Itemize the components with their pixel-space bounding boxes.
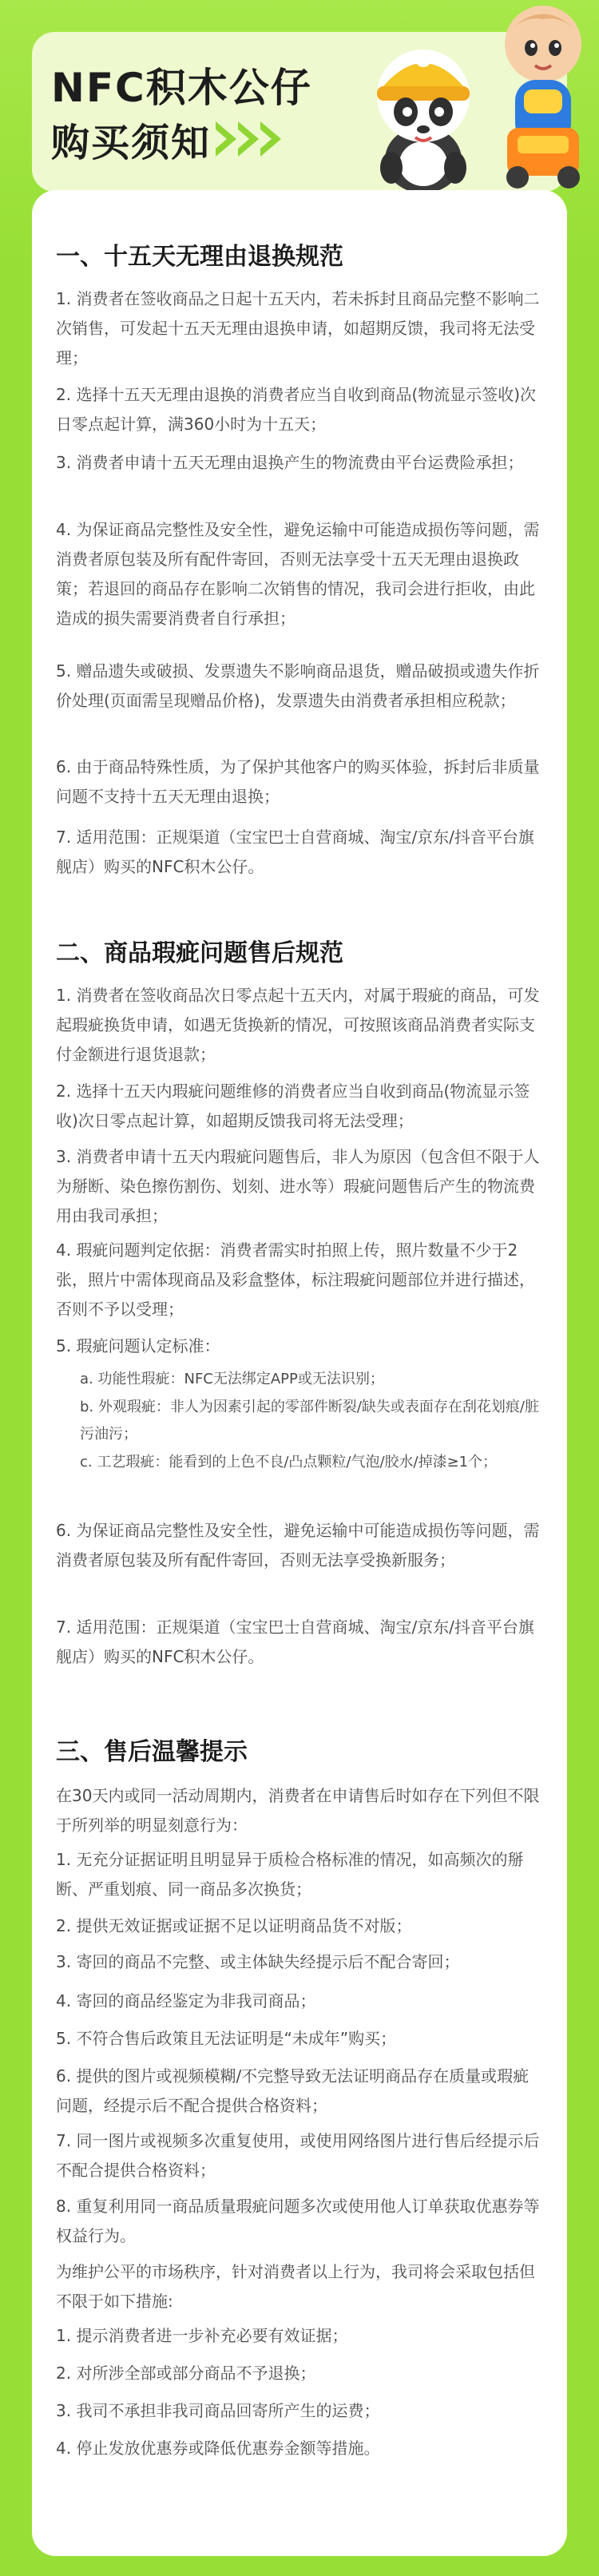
list-item: 6. 提供的图片或视频模糊/不完整导致无法证明商品存在质量或瑕疵问题，经提示后不配合提供合格资料； xyxy=(56,2066,530,2115)
list-item: 4. 停止发放优惠券或降低优惠券金额等措施。 xyxy=(56,2439,380,2458)
list-item: 3. 寄回的商品不完整、或主体缺失经提示后不配合寄回； xyxy=(56,1952,460,1971)
list-item: 4. 为保证商品完整性及安全性，避免运输中可能造成损伤等问题，需消费者原包装及所有配件寄回，否则无法享受十五天无理由退换政策；若退回的商品存在影响二次销售的情况，我司会进行拒收，由此造成的损失需要消费者自行承担； xyxy=(56,520,540,628)
section-title-returns: 一、十五天无理由退换规范 xyxy=(56,243,343,271)
measures-intro: 为维护公平的市场秩序，针对消费者以上行为，我司将会采取包括但不限于如下措施: xyxy=(56,2262,535,2311)
list-item: 2. 选择十五天内瑕疵问题维修的消费者应当自收到商品(物流显示签收)次日零点起计算，如超期反馈我司将无法受理； xyxy=(56,1082,530,1130)
section-title-defects: 二、商品瑕疵问题售后规范 xyxy=(56,939,343,967)
list-item: 7. 同一图片或视频多次重复使用，或使用网络图片进行售后经提示后不配合提供合格资料； xyxy=(56,2131,540,2180)
list-item: 2. 提供无效证据或证据不足以证明商品货不对版； xyxy=(56,1916,412,1935)
list-item: 3. 消费者申请十五天内瑕疵问题售后，非人为原因（包含但不限于人为掰断、染色擦伤割伤、划刻、进水等）瑕疵问题售后产生的物流费用由我司承担； xyxy=(56,1147,540,1225)
panda-mascot-icon xyxy=(377,50,470,193)
list-item: 6. 由于商品特殊性质，为了保护其他客户的购买体验，拆封后非质量问题不支持十五天无理由退换； xyxy=(56,757,540,806)
page-title-line1: NFC积木公仔 xyxy=(51,65,312,111)
list-item: 1. 消费者在签收商品次日零点起十五天内，对属于瑕疵的商品，可发起瑕疵换货申请，如遇无货换新的情况，可按照该商品消费者实际支付金额进行退货退款； xyxy=(56,986,540,1064)
list-item: 7. 适用范围：正规渠道（宝宝巴士自营商城、淘宝/京东/抖音平台旗舰店）购买的NFC积木公仔。 xyxy=(56,1617,534,1666)
list-item: 8. 重复利用同一商品质量瑕疵问题多次或使用他人订单获取优惠券等权益行为。 xyxy=(56,2197,540,2245)
list-item: 1. 提示消费者进一步补充必要有效证据； xyxy=(56,2326,348,2345)
sub-list-item: b. 外观瑕疵：非人为因素引起的零部件断裂/缺失或表面存在刮花划痕/脏污油污； xyxy=(80,1399,539,1443)
list-item: 2. 选择十五天无理由退换的消费者应当自收到商品(物流显示签收)次日零点起计算，满360小时为十五天； xyxy=(56,385,537,434)
list-item: 3. 我司不承担非我司商品回寄所产生的运费； xyxy=(56,2401,380,2420)
list-item: 5. 瑕疵问题认定标准： xyxy=(56,1336,220,1355)
list-item: 5. 不符合售后政策且无法证明是“未成年”购买； xyxy=(56,2029,397,2048)
list-item: 5. 赠品遗失或破损、发票遗失不影响商品退货，赠品破损或遗失作折价处理(页面需呈现赠品价格)，发票遗失由消费者承担相应税款； xyxy=(56,661,540,710)
sub-list-item: a. 功能性瑕疵：NFC无法绑定APP或无法识别； xyxy=(80,1371,384,1387)
page-title-line2: 购买须知 xyxy=(51,121,212,165)
chevron-right-icon xyxy=(238,121,259,157)
chevron-right-icon xyxy=(260,121,281,157)
section-title-tips: 三、售后温馨提示 xyxy=(56,1738,248,1766)
list-item: 7. 适用范围：正规渠道（宝宝巴士自营商城、淘宝/京东/抖音平台旗舰店）购买的NFC积木公仔。 xyxy=(56,828,534,876)
list-item: 2. 对所涉全部或部分商品不予退换； xyxy=(56,2364,316,2383)
sub-list-item: c. 工艺瑕疵：能看到的上色不良/凸点颗粒/气泡/胶水/掉漆≥1个； xyxy=(80,1454,498,1471)
list-item: 1. 无充分证据证明且明显异于质检合格标准的情况，如高频次的掰断、严重划痕、同一商品多次换货； xyxy=(56,1850,524,1899)
mascot-illustration xyxy=(335,0,599,208)
chevron-decoration xyxy=(216,121,281,157)
list-item: 4. 瑕疵问题判定依据：消费者需实时拍照上传，照片数量不少于2张，照片中需体现商品及彩盒整体，标注瑕疵问题部位并进行描述，否则不予以受理； xyxy=(56,1240,535,1319)
list-item: 3. 消费者申请十五天无理由退换产生的物流费由平台运费险承担； xyxy=(56,453,524,472)
chevron-right-icon xyxy=(216,121,236,157)
list-item: 4. 寄回的商品经鉴定为非我司商品； xyxy=(56,1991,316,2010)
intro-text: 在30天内或同一活动周期内，消费者在申请售后时如存在下列但不限于所列举的明显刻意行为： xyxy=(56,1786,540,1835)
list-item: 1. 消费者在签收商品之日起十五天内，若未拆封且商品完整不影响二次销售，可发起十五天无理由退换申请，如超期反馈，我司将无法受理； xyxy=(56,289,540,367)
baby-mascot-icon xyxy=(505,6,581,189)
list-item: 6. 为保证商品完整性及安全性，避免运输中可能造成损伤等问题，需消费者原包装及所有配件寄回，否则无法享受换新服务； xyxy=(56,1521,540,1570)
